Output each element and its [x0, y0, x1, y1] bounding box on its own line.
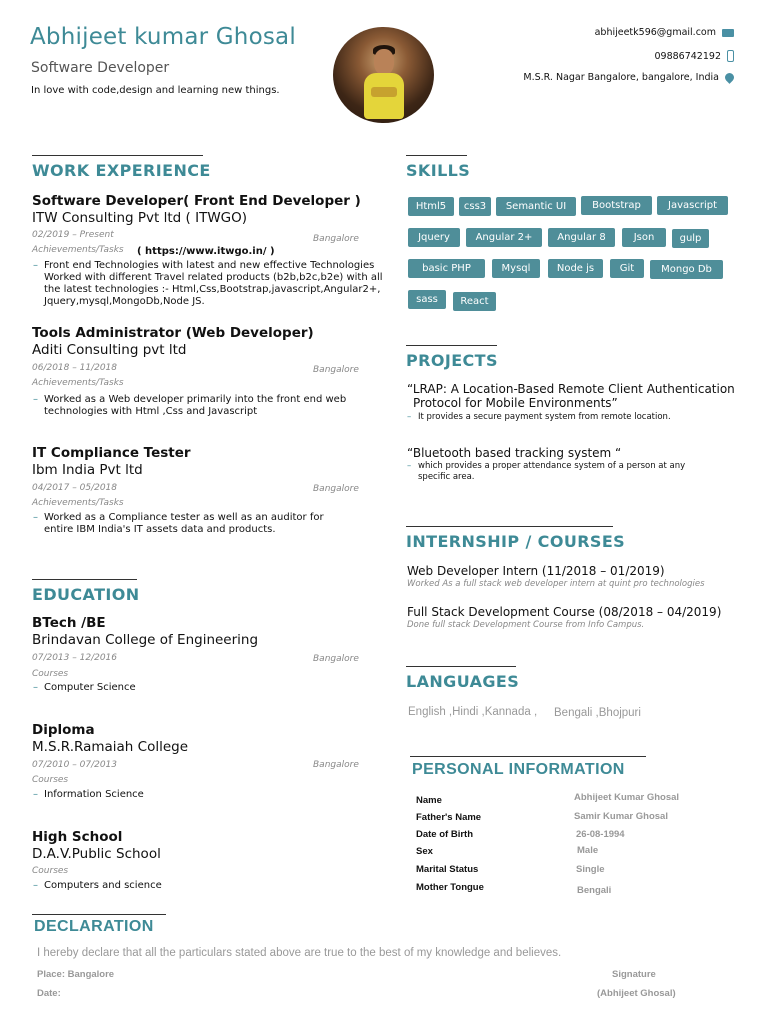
phone-icon	[727, 50, 734, 62]
personal-value: Single	[576, 864, 605, 875]
location-pin-icon	[723, 71, 736, 84]
job-bullet-text: Worked as a Web developer primarily into the front end web technologies with Html ,Css and Javascript	[44, 394, 347, 417]
personal-value: Male	[577, 845, 599, 856]
edu-degree: Diploma	[32, 722, 95, 738]
personal-label: Father's Name	[416, 812, 482, 823]
candidate-name: Abhijeet kumar Ghosal	[30, 24, 296, 50]
contact-address-text: M.S.R. Nagar Bangalore, bangalore, India	[523, 72, 719, 83]
section-title-projects: PROJECTS	[406, 351, 498, 370]
job-location: Bangalore	[313, 484, 359, 494]
edu-dates: 07/2013 – 12/2016	[32, 653, 117, 663]
course-sub: Worked As a full stack web developer intern at quint pro technologies	[407, 579, 705, 589]
edu-bullet	[33, 682, 344, 694]
skill-chip: Jquery	[408, 228, 460, 247]
company-url-link[interactable]: ( https://www.itwgo.in/ )	[137, 246, 275, 257]
project-desc	[407, 461, 718, 483]
job-bullet-text: Front end Technologies with latest and new effective Technologies Worked with different Travel related products (b2b,b2c,b2e) with all the latest technologies :- Html,Css,Bootstrap,javascript,Angular2+, Jquery,mysql,MongoDb,Node JS.	[44, 260, 383, 307]
job-sub: Achievements/Tasks	[32, 378, 124, 388]
contact-phone-text[interactable]: 09886742192	[654, 50, 721, 62]
skill-chip: Angular 2+	[466, 228, 542, 247]
project-desc-text: which provides a proper attendance system of a person at any specific area.	[418, 461, 686, 482]
edu-location: Bangalore	[313, 654, 359, 664]
edu-sub: Courses	[32, 775, 69, 785]
declaration-date: Date:	[37, 988, 61, 999]
declaration-signed-name: (Abhijeet Ghosal)	[597, 988, 676, 999]
edu-bullet-text: Computer Science	[44, 682, 136, 693]
bullet-dash: –	[33, 682, 38, 693]
bullet-dash: –	[33, 880, 38, 891]
job-dates: 04/2017 – 05/2018	[32, 483, 117, 493]
languages-list: English ,Hindi ,Kannada ,	[408, 706, 538, 718]
section-title-education: EDUCATION	[32, 585, 140, 604]
edu-degree: BTech /BE	[32, 615, 106, 631]
skill-chip: Git	[610, 259, 644, 278]
job-dates: 02/2019 – Present	[32, 230, 114, 240]
edu-sub: Courses	[32, 866, 69, 876]
skill-chip: React	[453, 292, 496, 311]
skill-chip: Semantic UI	[496, 197, 576, 216]
project-title: “Bluetooth based tracking system “	[407, 446, 622, 460]
edu-bullet-text: Computers and science	[44, 880, 162, 891]
personal-label: Name	[416, 795, 442, 806]
edu-school: M.S.R.Ramaiah College	[32, 739, 189, 755]
edu-degree: High School	[32, 829, 123, 845]
section-rule	[32, 155, 203, 156]
project-desc-text: It provides a secure payment system from remote location.	[418, 412, 671, 422]
section-title-internship: INTERNSHIP / COURSES	[406, 532, 626, 551]
job-sub: Achievements/Tasks	[32, 245, 124, 255]
skill-chip: Json	[622, 228, 666, 247]
job-location: Bangalore	[313, 234, 359, 244]
job-role: IT Compliance Tester	[32, 445, 191, 461]
edu-school: D.A.V.Public School	[32, 846, 161, 862]
skill-chip: gulp	[672, 229, 709, 248]
edu-bullet	[33, 880, 344, 892]
job-org: Ibm India Pvt ltd	[32, 462, 143, 478]
edu-bullet-text: Information Science	[44, 789, 144, 800]
section-rule	[32, 914, 166, 915]
edu-school: Brindavan College of Engineering	[32, 632, 259, 648]
course-sub: Done full stack Development Course from Info Campus.	[407, 620, 645, 630]
personal-value: Bengali	[577, 885, 612, 896]
languages-list-cont: Bengali ,Bhojpuri	[554, 707, 641, 719]
bullet-dash: –	[33, 512, 38, 523]
section-title-skills: SKILLS	[406, 161, 471, 180]
section-title-declaration: DECLARATION	[34, 918, 154, 935]
skill-chip: basic PHP	[408, 259, 485, 278]
job-role: Software Developer( Front End Developer )	[32, 193, 361, 209]
contact-phone[interactable]	[655, 50, 735, 62]
project-title-cont: Protocol for Mobile Environments”	[413, 396, 618, 410]
section-rule	[406, 345, 497, 346]
job-org: ITW Consulting Pvt ltd ( ITWGO)	[32, 210, 248, 226]
edu-bullet	[33, 789, 344, 801]
skill-chip: Node js	[548, 259, 603, 278]
course-title: Web Developer Intern (11/2018 – 01/2019)	[407, 564, 665, 578]
edu-sub: Courses	[32, 669, 69, 679]
personal-label: Mother Tongue	[416, 882, 484, 893]
skill-chip: Mysql	[492, 259, 540, 278]
edu-dates: 07/2010 – 07/2013	[32, 760, 117, 770]
skill-chip: Javascript	[657, 196, 728, 215]
mail-icon	[722, 29, 734, 37]
skill-chip: Html5	[408, 197, 454, 216]
skill-chip: css3	[459, 197, 491, 216]
personal-value: 26-08-1994	[576, 829, 625, 840]
declaration-signature: Signature	[612, 969, 656, 980]
project-desc	[407, 412, 718, 423]
personal-value: Abhijeet Kumar Ghosal	[574, 792, 680, 803]
candidate-role: Software Developer	[31, 60, 170, 76]
job-bullet	[33, 512, 354, 536]
skill-chip: Mongo Db	[650, 260, 723, 279]
candidate-tagline: In love with code,design and learning new things.	[31, 85, 280, 96]
section-rule	[410, 756, 646, 757]
profile-photo	[333, 27, 434, 123]
bullet-dash: –	[33, 260, 38, 271]
section-title-personal: PERSONAL INFORMATION	[412, 761, 625, 778]
personal-label: Date of Birth	[416, 829, 473, 840]
contact-email-text[interactable]: abhijeetk596@gmail.com	[594, 27, 716, 38]
job-org: Aditi Consulting pvt ltd	[32, 342, 187, 358]
personal-label: Marital Status	[416, 864, 479, 875]
bullet-dash: –	[33, 789, 38, 800]
skill-chip: Angular 8	[548, 228, 615, 247]
declaration-place: Place: Bangalore	[37, 969, 115, 980]
job-bullet	[33, 394, 364, 418]
section-title-work: WORK EXPERIENCE	[32, 161, 211, 180]
bullet-dash: –	[33, 394, 38, 405]
bullet-dash: –	[407, 461, 412, 471]
section-rule	[406, 666, 516, 667]
skill-chip: Bootstrap	[581, 196, 652, 215]
edu-location: Bangalore	[313, 760, 359, 770]
section-rule	[32, 579, 137, 580]
personal-value: Samir Kumar Ghosal	[574, 811, 668, 822]
job-bullet-text: Worked as a Compliance tester as well as an auditor for entire IBM India's IT assets data and products.	[44, 512, 324, 535]
job-bullet	[33, 260, 389, 308]
contact-address	[523, 72, 734, 83]
bullet-dash: –	[407, 412, 412, 422]
job-role: Tools Administrator (Web Developer)	[32, 325, 314, 341]
section-rule	[406, 526, 613, 527]
personal-label: Sex	[416, 846, 433, 857]
course-title: Full Stack Development Course (08/2018 – 04/2019)	[407, 605, 722, 619]
skill-chip: sass	[408, 290, 446, 309]
project-title: “LRAP: A Location-Based Remote Client Authentication	[407, 382, 735, 396]
job-dates: 06/2018 – 11/2018	[32, 363, 117, 373]
job-sub: Achievements/Tasks	[32, 498, 124, 508]
section-title-languages: LANGUAGES	[406, 672, 520, 691]
declaration-text: I hereby declare that all the particulars stated above are true to the best of my knowledge and believes.	[37, 947, 562, 959]
section-rule	[406, 155, 467, 156]
contact-email[interactable]	[595, 27, 734, 38]
job-location: Bangalore	[313, 365, 359, 375]
